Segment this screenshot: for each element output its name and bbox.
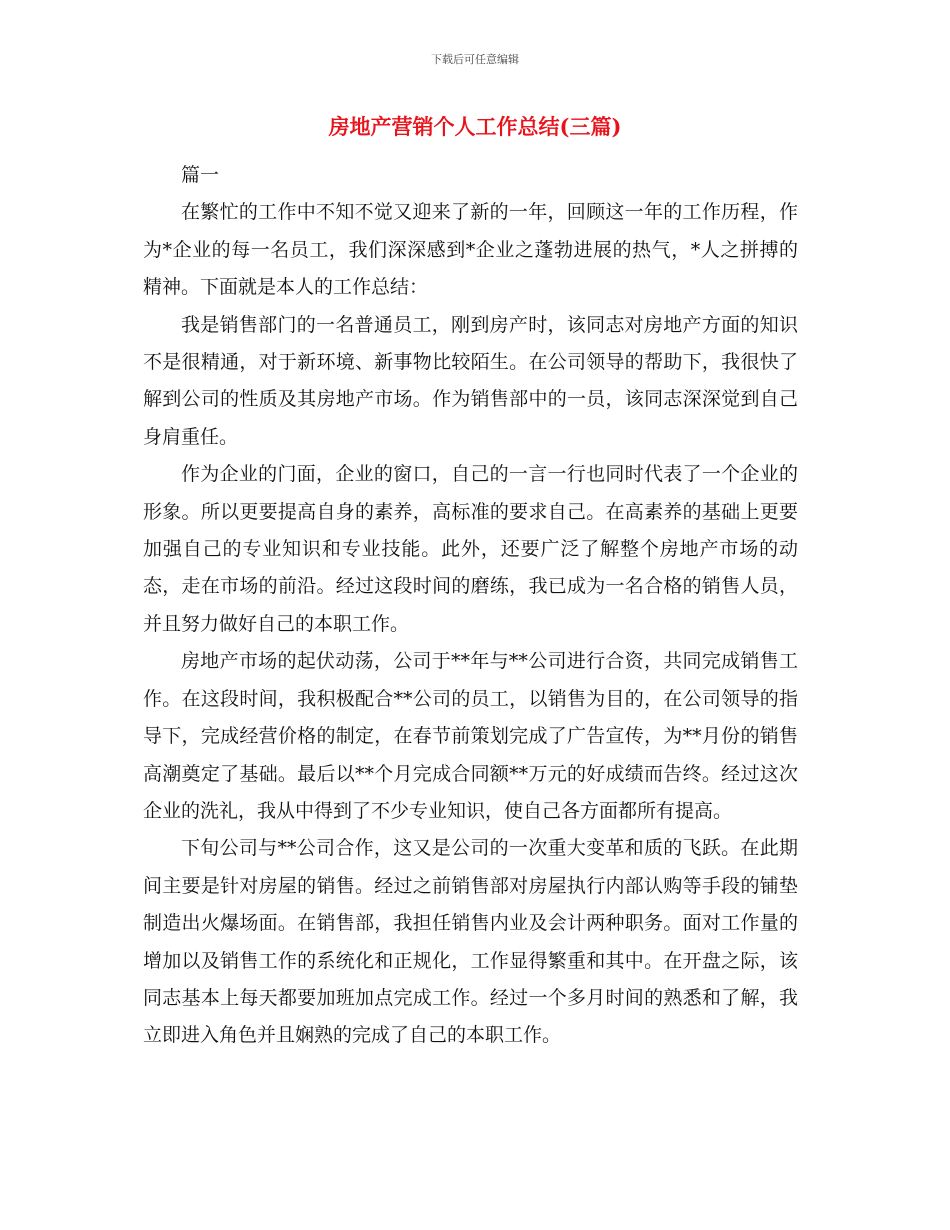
paragraph: 我是销售部门的一名普通员工，刚到房产时，该同志对房地产方面的知识不是很精通，对于新环境、新事物比较陌生。在公司领导的帮助下，我很快了解到公司的性质及其房地产市场。作为销售部中的一员，该同志深深觉到自己身肩重任。: [143, 313, 798, 448]
section-label: 篇一: [181, 164, 220, 186]
paragraph: 在繁忙的工作中不知不觉又迎来了新的一年，回顾这一年的工作历程，作为*企业的每一名员工，我们深深感到*企业之蓬勃进展的热气，*人之拼搏的精神。下面就是本人的工作总结：: [143, 201, 798, 299]
document-title: 房地产营销个人工作总结(三篇): [328, 114, 622, 139]
paragraph: 房地产市场的起伏动荡，公司于**年与**公司进行合资，共同完成销售工作。在这段时间，我积极配合**公司的员工，以销售为目的，在公司领导的指导下，完成经营价格的制定，在春节前策划完成了广告宣传，为**月份的销售高潮奠定了基础。最后以**个月完成合同额**万元的好成绩而告终。经过这次企业的洗礼，我从中得到了不少专业知识，使自己各方面都所有提高。: [143, 650, 798, 822]
paragraph: 下旬公司与**公司合作，这又是公司的一次重大变革和质的飞跃。在此期间主要是针对房屋的销售。经过之前销售部对房屋执行内部认购等手段的铺垫制造出火爆场面。在销售部，我担任销售内业及会计两种职务。面对工作量的增加以及销售工作的系统化和正规化，工作显得繁重和其中。在开盘之际，该同志基本上每天都要加班加点完成工作。经过一个多月时间的熟悉和了解，我立即进入角色并且娴熟的完成了自己的本职工作。: [143, 837, 798, 1047]
document-body: [143, 157, 798, 1055]
page-header: 下载后可任意编辑: [431, 53, 519, 66]
paragraph: 作为企业的门面，企业的窗口，自己的一言一行也同时代表了一个企业的形象。所以更要提高自身的素养，高标准的要求自己。在高素养的基础上更要加强自己的专业知识和专业技能。此外，还要广泛了解整个房地产市场的动态，走在市场的前沿。经过这段时间的磨练，我已成为一名合格的销售人员，并且努力做好自己的本职工作。: [143, 463, 798, 635]
